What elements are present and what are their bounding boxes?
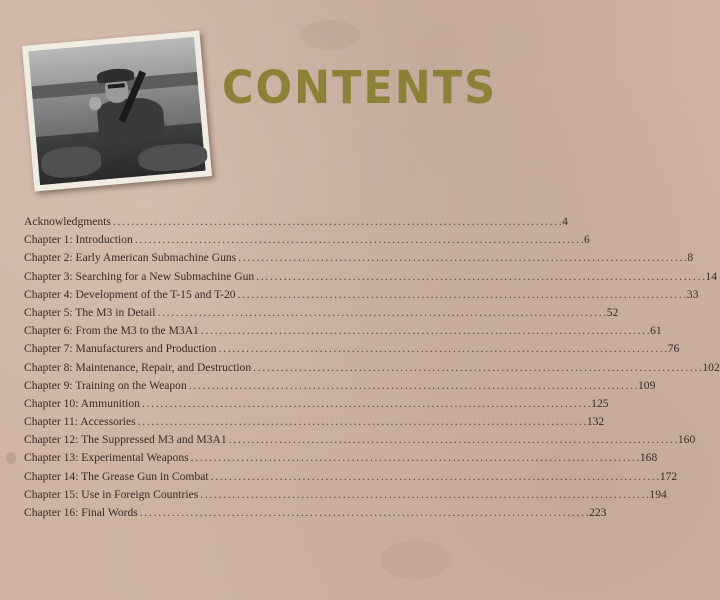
toc-entry-page-number: 160 bbox=[677, 433, 696, 447]
toc-entry-label: Chapter 7: Manufacturers and Production bbox=[24, 342, 217, 356]
page-title: CONTENTS bbox=[222, 61, 498, 115]
dot-leader bbox=[238, 249, 686, 267]
dot-leader bbox=[140, 504, 588, 522]
paper-stain bbox=[300, 20, 360, 50]
toc-entry[interactable] bbox=[24, 231, 590, 249]
toc-entry-page-number: 76 bbox=[667, 342, 680, 356]
dot-leader bbox=[219, 340, 667, 358]
toc-entry[interactable] bbox=[24, 304, 619, 322]
toc-entry[interactable] bbox=[24, 359, 720, 377]
toc-entry-page-number: 172 bbox=[659, 469, 678, 483]
toc-entry[interactable] bbox=[24, 377, 656, 395]
dot-leader bbox=[113, 213, 561, 231]
toc-entry-label: Chapter 12: The Suppressed M3 and M3A1 bbox=[24, 433, 227, 447]
soldier-with-submachine-gun-image bbox=[28, 37, 205, 185]
toc-entry-page-number: 223 bbox=[589, 506, 607, 519]
toc-entry[interactable] bbox=[24, 486, 667, 504]
toc-entry[interactable] bbox=[24, 213, 568, 231]
toc-entry[interactable] bbox=[24, 340, 680, 358]
toc-entry-page-number: 8 bbox=[687, 251, 694, 265]
photograph bbox=[22, 31, 212, 192]
dot-leader bbox=[201, 322, 649, 340]
table-of-contents bbox=[24, 213, 720, 522]
toc-entry-label: Chapter 3: Searching for a New Submachine Gun bbox=[24, 269, 255, 283]
dot-leader bbox=[211, 468, 659, 486]
toc-entry-label: Chapter 15: Use in Foreign Countries bbox=[24, 487, 199, 501]
toc-entry-page-number: 102 bbox=[702, 360, 720, 374]
dot-leader bbox=[142, 395, 590, 413]
dot-leader bbox=[200, 486, 648, 504]
toc-entry-label: Chapter 4: Development of the T-15 and T-20 bbox=[24, 287, 236, 301]
dot-leader bbox=[189, 377, 637, 395]
toc-entry-page-number: 109 bbox=[637, 378, 656, 392]
toc-entry-label: Chapter 10: Ammunition bbox=[24, 396, 140, 410]
toc-entry-label: Chapter 5: The M3 in Detail bbox=[24, 305, 156, 319]
toc-entry-page-number: 194 bbox=[649, 487, 667, 501]
dot-leader bbox=[135, 231, 583, 249]
toc-entry[interactable] bbox=[24, 449, 658, 467]
toc-entry-page-number: 14 bbox=[705, 269, 717, 283]
toc-entry[interactable] bbox=[24, 504, 607, 522]
dot-leader bbox=[191, 449, 639, 467]
toc-entry[interactable] bbox=[24, 431, 696, 449]
dot-leader bbox=[253, 359, 701, 377]
toc-entry-label: Chapter 16: Final Words bbox=[24, 506, 138, 519]
dot-leader bbox=[238, 286, 686, 304]
toc-entry-label: Chapter 1: Introduction bbox=[24, 233, 133, 247]
toc-entry[interactable] bbox=[24, 268, 717, 286]
dot-leader bbox=[256, 268, 704, 286]
toc-entry[interactable] bbox=[24, 286, 699, 304]
toc-entry[interactable] bbox=[24, 413, 605, 431]
toc-entry-page-number: 6 bbox=[584, 233, 590, 247]
toc-entry-page-number: 52 bbox=[606, 305, 619, 319]
paper-stain bbox=[6, 452, 16, 464]
toc-entry-label: Chapter 8: Maintenance, Repair, and Destruction bbox=[24, 360, 252, 374]
toc-entry-label: Chapter 2: Early American Submachine Guns bbox=[24, 251, 237, 265]
toc-entry-page-number: 33 bbox=[686, 287, 699, 301]
toc-entry[interactable] bbox=[24, 249, 694, 267]
dot-leader bbox=[138, 413, 586, 431]
toc-entry-page-number: 61 bbox=[650, 324, 662, 338]
toc-entry-label: Chapter 13: Experimental Weapons bbox=[24, 451, 189, 465]
paper-stain bbox=[380, 540, 450, 580]
toc-entry-page-number: 4 bbox=[562, 215, 568, 228]
toc-entry-label: Chapter 6: From the M3 to the M3A1 bbox=[24, 324, 199, 338]
toc-entry-label: Acknowledgments bbox=[24, 215, 111, 228]
toc-entry[interactable] bbox=[24, 322, 662, 340]
dot-leader bbox=[157, 304, 605, 322]
toc-entry-label: Chapter 11: Accessories bbox=[24, 415, 136, 429]
toc-entry-label: Chapter 9: Training on the Weapon bbox=[24, 378, 187, 392]
toc-entry-page-number: 132 bbox=[586, 415, 605, 429]
toc-entry[interactable] bbox=[24, 395, 609, 413]
toc-entry-page-number: 168 bbox=[639, 451, 658, 465]
toc-entry-label: Chapter 14: The Grease Gun in Combat bbox=[24, 469, 209, 483]
dot-leader bbox=[229, 431, 677, 449]
toc-entry-page-number: 125 bbox=[591, 396, 609, 410]
toc-entry[interactable] bbox=[24, 468, 678, 486]
